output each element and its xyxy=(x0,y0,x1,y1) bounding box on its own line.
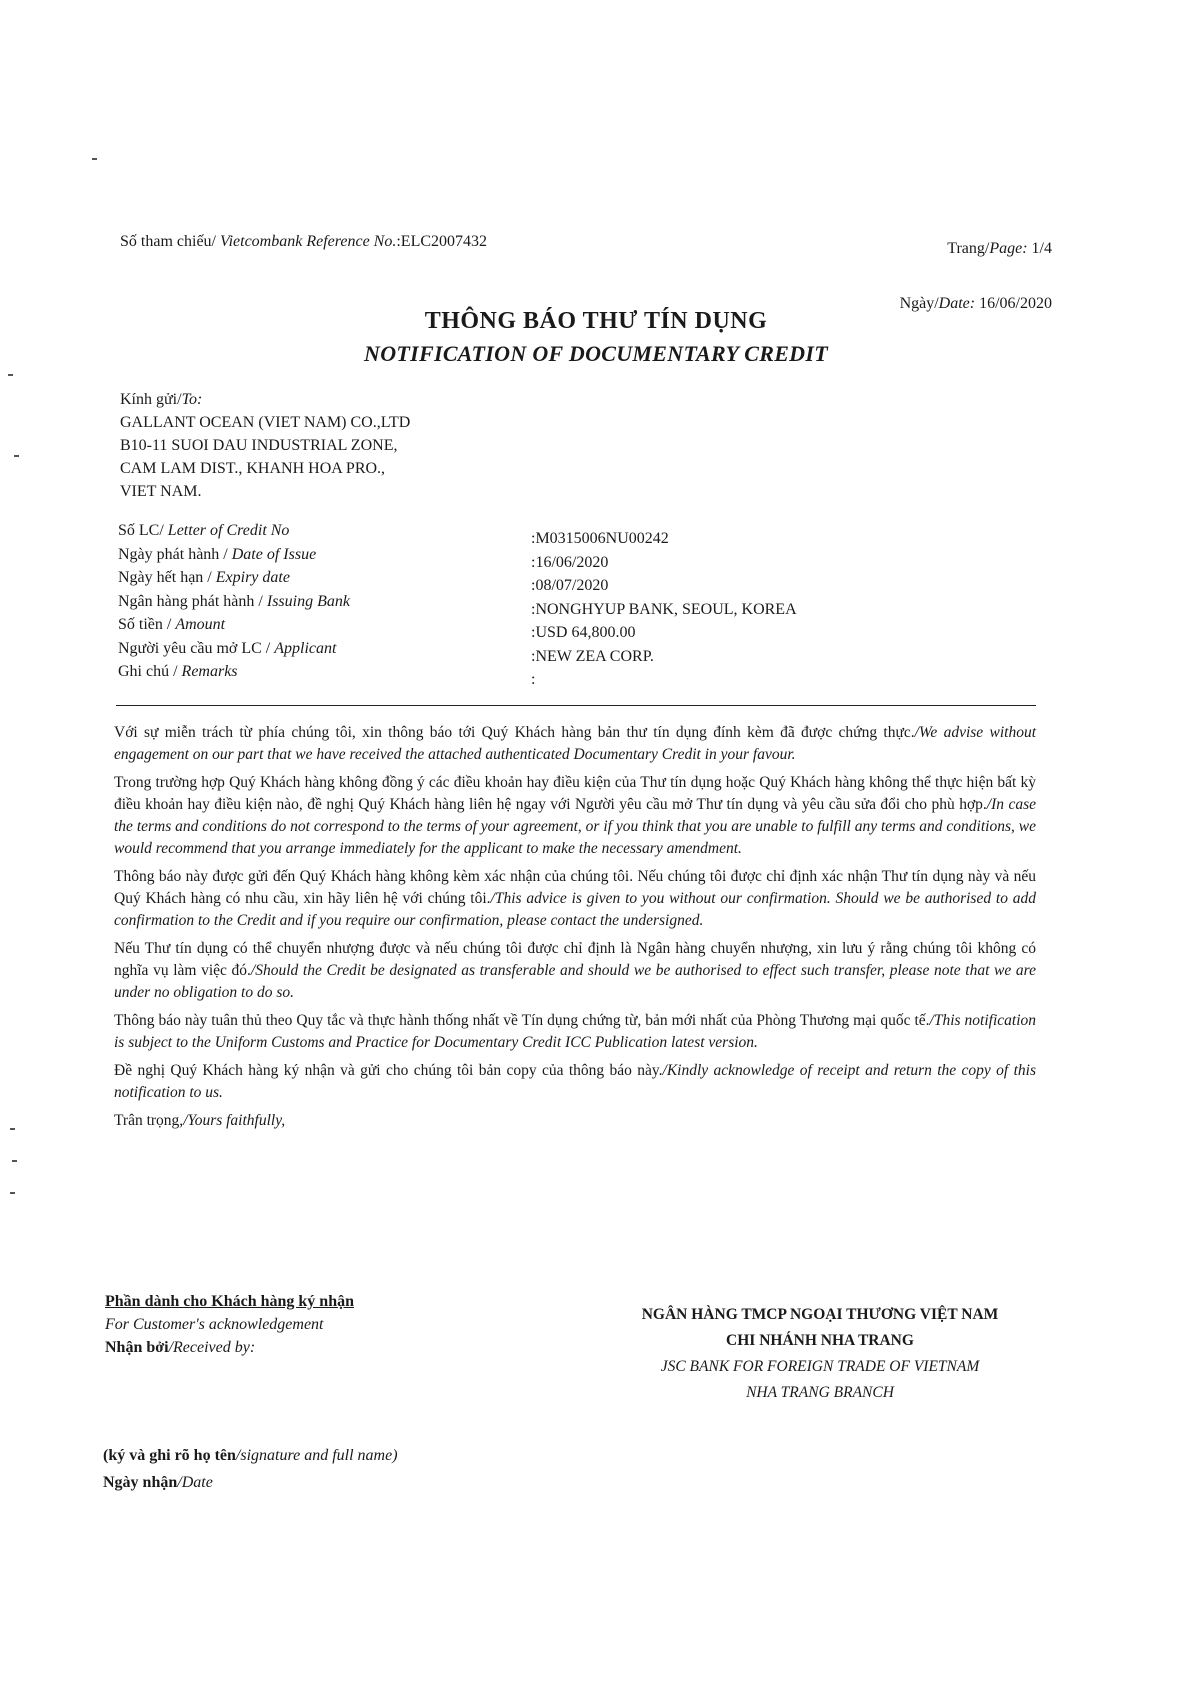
closing-vi: Trân trọng, xyxy=(114,1112,184,1129)
signature-label-en: /signature and full name) xyxy=(235,1447,398,1464)
paragraph xyxy=(114,1010,1036,1054)
acknowledgement-heading: Phần dành cho Khách hàng ký nhận xyxy=(105,1293,354,1310)
reference-number xyxy=(120,233,487,251)
field-label xyxy=(118,543,350,567)
received-by-en: /Received by: xyxy=(168,1339,256,1356)
signature-line xyxy=(103,1442,398,1469)
scan-speck xyxy=(10,1128,15,1130)
paragraph-en: /In case the terms and conditions do not correspond to the terms of your agreement, or if you think that you are unable to fulfill any terms and conditions, we would recommend that you arrange immediately for the applicant to make the necessary amendment. xyxy=(114,796,1036,857)
paragraph-vi: Thông báo này tuân thủ theo Quy tắc và thực hành thống nhất về Tín dụng chứng từ, bản mới nhất của Phòng Thương mại quốc tế. xyxy=(114,1012,930,1029)
paragraph-en: /Kindly acknowledge of receipt and return the copy of this notification to us. xyxy=(114,1062,1036,1101)
paragraph xyxy=(114,772,1036,860)
recipient-label-en: To: xyxy=(181,391,203,408)
paragraph xyxy=(114,866,1036,932)
branch-name-vi: CHI NHÁNH NHA TRANG xyxy=(726,1332,914,1349)
document-title-en: NOTIFICATION OF DOCUMENTARY CREDIT xyxy=(364,341,828,366)
reference-label-vi: Số tham chiếu/ xyxy=(120,233,220,250)
date-label-en: Date: xyxy=(938,295,976,312)
field-label-vi: Ghi chú / xyxy=(118,663,182,680)
scan-speck xyxy=(92,158,97,160)
field-label xyxy=(118,566,350,590)
field-label-en: Issuing Bank xyxy=(266,592,350,610)
scan-speck xyxy=(12,1160,17,1162)
scan-speck xyxy=(10,1192,15,1194)
received-date-line xyxy=(103,1469,398,1496)
paragraph-vi: Với sự miễn trách từ phía chúng tôi, xin thông báo tới Quý Khách hàng bản thư tín dụng đính kèm đã được chứng thực. xyxy=(114,724,915,741)
received-date-en: /Date xyxy=(177,1474,213,1491)
paragraph-vi: Đề nghị Quý Khách hàng ký nhận và gửi cho chúng tôi bản copy của thông báo này. xyxy=(114,1062,663,1079)
paragraph-vi: Trong trường hợp Quý Khách hàng không đồng ý các điều khoản hay điều kiện của Thư tín dụng hoặc Quý Khách hàng không thể thực hiện bất kỳ điều khoản hay điều kiện nào, đề nghị Quý Khách hàng liên hệ ngay với Người yêu cầu mở Thư tín dụng và yêu cầu sửa đổi cho phù hợp. xyxy=(114,774,1036,813)
field-label xyxy=(118,590,350,614)
paragraph-en: /This advice is given to you without our confirmation. Should we be authorised to add confirmation to the Credit and if you require our confirmation, please contact the undersigned. xyxy=(114,890,1036,929)
reference-label-en: Vietcombank Reference No. xyxy=(219,233,397,250)
paragraph xyxy=(114,938,1036,1004)
document-title-vi: THÔNG BÁO THƯ TÍN DỤNG xyxy=(424,308,768,334)
field-label xyxy=(118,660,350,684)
field-label-en: Expiry date xyxy=(215,569,290,586)
field-label-en: Applicant xyxy=(274,639,337,657)
field-label xyxy=(118,519,350,543)
lc-number-value: :M0315006NU00242 xyxy=(531,530,669,547)
recipient-line: CAM LAM DIST., KHANH HOA PRO., xyxy=(120,460,386,477)
page-value: 1/4 xyxy=(1027,240,1052,257)
field-label-vi: Ngày hết hạn / xyxy=(118,569,216,586)
lc-field-labels xyxy=(118,519,350,684)
received-by xyxy=(105,1336,354,1359)
paragraph xyxy=(114,722,1036,766)
field-label-vi: Số LC/ xyxy=(118,522,168,539)
expiry-date-value: :08/07/2020 xyxy=(531,577,609,594)
remarks-value: : xyxy=(531,671,536,688)
page-label-vi: Trang/ xyxy=(947,240,990,257)
field-label-en: Amount xyxy=(175,616,226,633)
paragraph-en: /Should the Credit be designated as transferable and should we be authorised to effect such transfer, please note that we are under no obligation to do so. xyxy=(114,962,1036,1001)
field-label xyxy=(118,613,350,637)
field-label xyxy=(118,637,350,661)
field-label-en: Remarks xyxy=(181,663,238,680)
date-value: 16/06/2020 xyxy=(975,295,1052,312)
closing xyxy=(114,1110,1036,1132)
received-date-vi: Ngày nhận xyxy=(103,1474,178,1491)
field-label-vi: Ngày phát hành / xyxy=(118,545,232,563)
scan-speck xyxy=(8,374,13,376)
field-label-vi: Số tiền / xyxy=(118,616,176,633)
date-label-vi: Ngày/ xyxy=(899,295,939,312)
branch-name-en: NHA TRANG BRANCH xyxy=(746,1384,894,1401)
field-label-en: Letter of Credit No xyxy=(167,522,290,539)
closing-en: /Yours faithfully, xyxy=(183,1112,286,1129)
issuing-bank-value: :NONGHYUP BANK, SEOUL, KOREA xyxy=(531,600,797,618)
notice-body xyxy=(114,722,1036,1138)
field-label-vi: Ngân hàng phát hành / xyxy=(118,592,267,610)
recipient-line: B10-11 SUOI DAU INDUSTRIAL ZONE, xyxy=(120,437,398,454)
paragraph-vi: Thông báo này được gửi đến Quý Khách hàng không kèm xác nhận của chúng tôi. Nếu chúng tôi được chỉ định xác nhận Thư tín dụng này và nếu Quý Khách hàng có nhu cầu, xin hãy liên hệ với chúng tôi. xyxy=(114,868,1036,907)
recipient-label-vi: Kính gửi/ xyxy=(120,391,182,408)
customer-acknowledgement xyxy=(105,1290,354,1359)
recipient-line: GALLANT OCEAN (VIET NAM) CO.,LTD xyxy=(120,414,411,431)
divider xyxy=(116,705,1036,706)
lc-field-values xyxy=(531,527,797,692)
bank-name-vi: NGÂN HÀNG TMCP NGOẠI THƯƠNG VIỆT NAM xyxy=(641,1306,999,1323)
paragraph-en: /We advise without engagement on our part that we have received the attached authenticated Documentary Credit in your favour. xyxy=(114,724,1037,763)
scan-speck xyxy=(14,455,19,457)
field-label-vi: Người yêu cầu mở LC / xyxy=(118,639,275,657)
field-label-en: Date of Issue xyxy=(231,545,317,563)
applicant-value: :NEW ZEA CORP. xyxy=(531,647,654,665)
recipient-label xyxy=(120,388,410,411)
page-number xyxy=(947,240,1052,258)
paragraph-en: /This notification is subject to the Uniform Customs and Practice for Documentary Credit ICC Publication latest version. xyxy=(114,1012,1037,1051)
reference-value: :ELC2007432 xyxy=(396,233,488,250)
issuing-branch-block xyxy=(600,1302,1040,1406)
paragraph-vi: Nếu Thư tín dụng có thể chuyển nhượng được và nếu chúng tôi được chỉ định là Ngân hàng chuyển nhượng, xin lưu ý rằng chúng tôi không có nghĩa vụ làm việc đó. xyxy=(114,940,1036,979)
recipient-block xyxy=(120,388,410,503)
received-by-vi: Nhận bởi xyxy=(105,1339,169,1356)
paragraph xyxy=(114,1060,1036,1104)
recipient-line: VIET NAM. xyxy=(120,483,202,500)
bank-name-en: JSC BANK FOR FOREIGN TRADE OF VIETNAM xyxy=(660,1358,980,1375)
page-label-en: Page: xyxy=(989,240,1028,257)
signature-block xyxy=(103,1442,398,1496)
acknowledgement-heading-en: For Customer's acknowledgement xyxy=(105,1316,324,1333)
issue-date-value: :16/06/2020 xyxy=(531,553,609,571)
amount-value: :USD 64,800.00 xyxy=(531,624,636,641)
signature-label-vi: (ký và ghi rõ họ tên xyxy=(103,1447,236,1464)
